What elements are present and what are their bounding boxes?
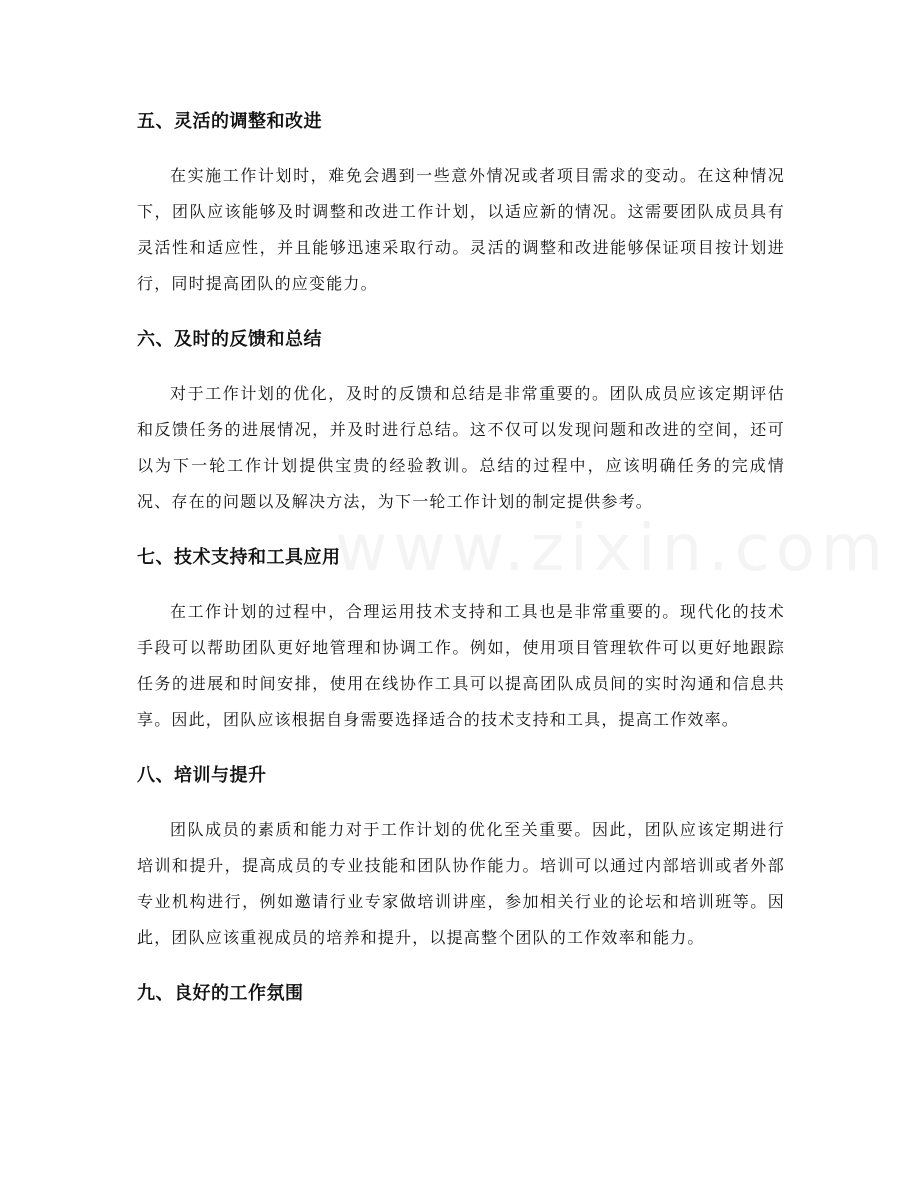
section-6 xyxy=(137,322,785,540)
section-heading: 五、灵活的调整和改进 xyxy=(137,111,322,132)
section-paragraph: 团队成员的素质和能力对于工作计划的优化至关重要。因此，团队应该定期进行培训和提升，提高成员的专业技能和团队协作能力。培训可以通过内部培训或者外部专业机构进行，例如邀请行业专家做培训讲座，参加相关行业的论坛和培训班等。因此，团队应该重视成员的培养和提升，以提高整个团队的工作效率和能力。 xyxy=(137,820,785,947)
section-heading: 七、技术支持和工具应用 xyxy=(137,547,341,568)
section-9 xyxy=(137,976,785,1012)
section-paragraph: 在实施工作计划时，难免会遇到一些意外情况或者项目需求的变动。在这种情况下，团队应该能够及时调整和改进工作计划，以适应新的情况。这需要团队成员具有灵活性和适应性，并且能够迅速采取行动。灵活的调整和改进能够保证项目按计划进行，同时提高团队的应变能力。 xyxy=(137,166,785,293)
section-paragraph: 在工作计划的过程中，合理运用技术支持和工具也是非常重要的。现代化的技术手段可以帮助团队更好地管理和协调工作。例如，使用项目管理软件可以更好地跟踪任务的进展和时间安排，使用在线协作工具可以提高团队成员间的实时沟通和信息共享。因此，团队应该根据自身需要选择适合的技术支持和工具，提高工作效率。 xyxy=(137,602,785,729)
section-heading: 九、良好的工作氛围 xyxy=(137,983,304,1004)
section-heading: 八、培训与提升 xyxy=(137,765,267,786)
section-paragraph: 对于工作计划的优化，及时的反馈和总结是非常重要的。团队成员应该定期评估和反馈任务的进展情况，并及时进行总结。这不仅可以发现问题和改进的空间，还可以为下一轮工作计划提供宝贵的经验教训。总结的过程中，应该明确任务的完成情况、存在的问题以及解决方法，为下一轮工作计划的制定提供参考。 xyxy=(137,384,785,511)
section-5 xyxy=(137,104,785,322)
section-7 xyxy=(137,540,785,758)
section-heading: 六、及时的反馈和总结 xyxy=(137,329,322,350)
section-8 xyxy=(137,758,785,976)
document-body xyxy=(137,104,785,1012)
